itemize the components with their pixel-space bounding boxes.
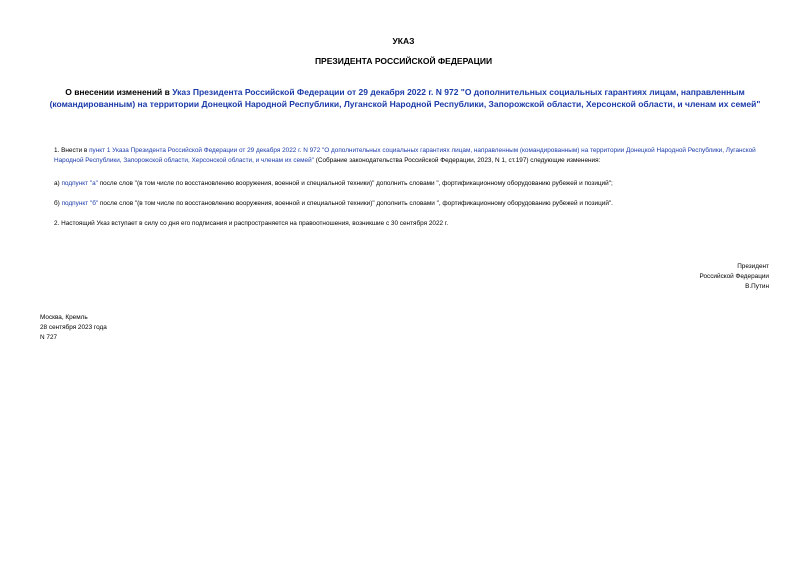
paragraph-3-prefix: б)	[54, 200, 62, 207]
subject-decree-link[interactable]: Указ Президента Российской Федерации от 29 декабря 2022 г. N 972 "О дополнительных социальных гарантиях лицам, направленным (командированным) на территории Донецкой Народной Республики, Луганской Народной Республики, Запорожской области, Херсонской области, и членам их семей"	[49, 87, 761, 109]
paragraph-1	[40, 146, 784, 166]
signature-office: Российской Федерации	[699, 273, 769, 280]
paragraph-1-prefix: 1. Внести в	[54, 147, 90, 154]
document-subject	[46, 86, 764, 110]
subject-prefix: О внесении изменений в	[65, 87, 173, 97]
paragraph-2-prefix: а)	[54, 180, 62, 187]
paragraph-2-suffix: после слов "(в том числе по восстановлению вооружения, военной и специальной техники)" дополнить словами ", фортификационному оборудованию рубежей и позиций";	[97, 180, 613, 187]
date: 28 сентября 2023 года	[40, 324, 107, 331]
paragraph-4: 2. Настоящий Указ вступает в силу со дня его подписания и распространяется на правоотношения, возникшие с 30 сентября 2022 г.	[54, 220, 449, 227]
signature-title: Президент	[737, 263, 769, 270]
paragraph-3-link[interactable]: подпункт "б"	[61, 200, 99, 207]
signature-block	[700, 262, 770, 292]
paragraph-1-suffix: (Собрание законодательства Российской Федерации, 2023, N 1, ст.197) следующие изменения:	[313, 157, 601, 164]
paragraph-3-suffix: после слов "(в том числе по восстановлению вооружения, военной и специальной техники)" дополнить словами ", фортификационному оборудованию рубежей и позиций".	[98, 200, 613, 207]
place: Москва, Кремль	[40, 314, 88, 321]
paragraph-1-link[interactable]: пункт 1 Указа Президента Российской Федерации от 29 декабря 2022 г. N 972 "О дополнительных социальных гарантиях лицам, направленным (командированным) на территории Донецкой Народной Республики, Луганской Народной Республики, Запорожской области, Херсонской области, и членам их семей"	[54, 147, 756, 164]
signature-name: В.Путин	[745, 283, 769, 290]
decree-number: N 727	[40, 334, 58, 341]
paragraph-3	[40, 199, 784, 209]
place-date-block	[40, 313, 107, 343]
document-title: УКАЗ	[392, 36, 415, 46]
paragraph-2-link[interactable]: подпункт "а"	[61, 180, 98, 187]
paragraph-2	[40, 179, 784, 189]
document-issuer: ПРЕЗИДЕНТА РОССИЙСКОЙ ФЕДЕРАЦИИ	[314, 56, 493, 66]
